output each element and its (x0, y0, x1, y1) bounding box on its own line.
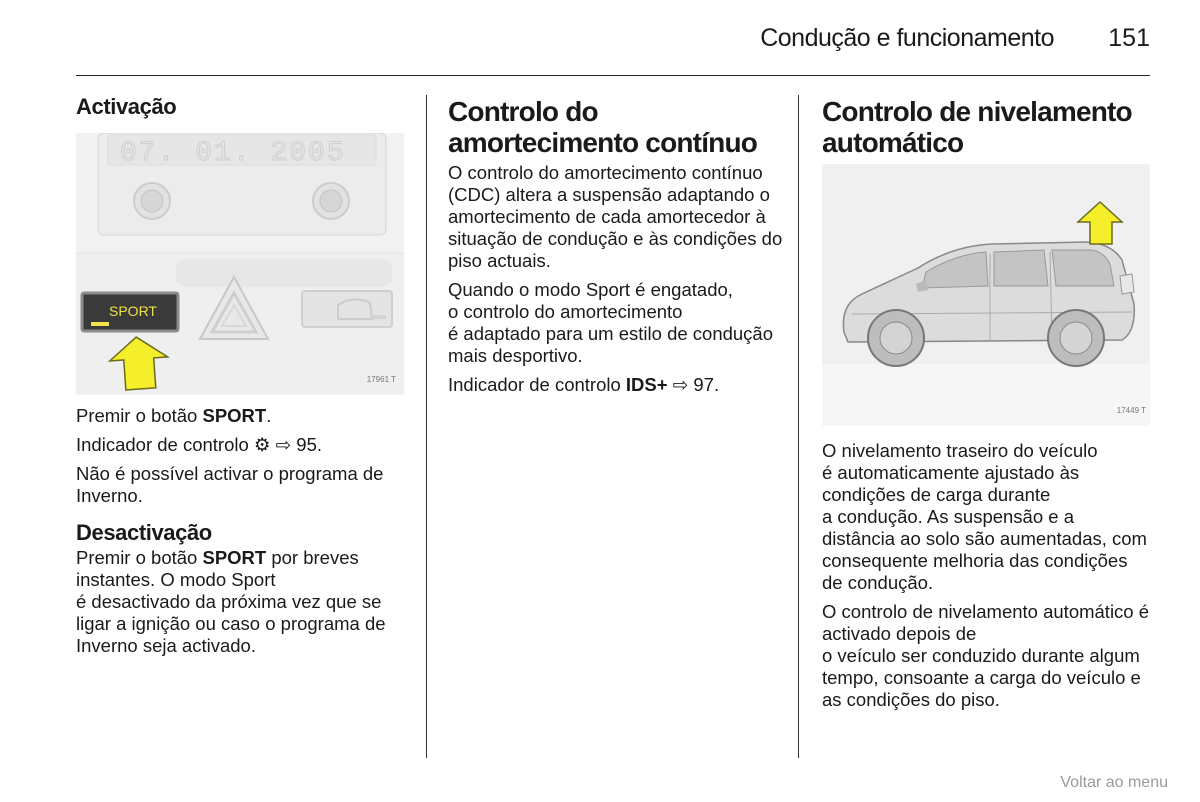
paragraph: Premir o botão SPORT por breves instantes. O modo Sport é desactivado da próxima vez que se ligar a ignição ou caso o programa de Inverno seja activado. (76, 547, 386, 656)
paragraph: Quando o modo Sport é engatado, o controlo do amortecimento é adaptado para um estilo de condução mais desportivo. (448, 279, 774, 366)
figure-code: 17449 T (1116, 406, 1146, 415)
back-to-menu-link[interactable]: Voltar ao menu (1060, 774, 1168, 791)
column-cdc (448, 93, 783, 403)
car-leveling-figure (822, 164, 1150, 426)
heading-deactivation: Desactivação (76, 520, 212, 545)
figure-code: 17961 T (366, 375, 396, 384)
sport-button-figure (76, 133, 404, 395)
paragraph: Indicador de controlo IDS+ ⇨ 97. (448, 374, 720, 395)
header-divider (76, 75, 1150, 76)
paragraph: O nivelamento traseiro do veículo é automaticamente ajustado às condições de carga durante a condução. As suspensão e a distância ao solo são aumentadas, com consequente melhoria das condições de condução. (822, 440, 1147, 593)
paragraph: O controlo do amortecimento contínuo (CDC) altera a suspensão adaptando o amortecimento de cada amortecedor à situação de condução e às condições do piso actuais. (448, 162, 783, 271)
dashboard-illustration (76, 133, 404, 395)
column-divider (426, 95, 427, 758)
paragraph: Não é possível activar o programa de Inverno. (76, 463, 384, 506)
paragraph: Premir o botão SPORT. (76, 405, 272, 426)
column-activation (76, 93, 411, 664)
sport-button-label: SPORT (109, 303, 157, 319)
column-leveling (822, 93, 1152, 718)
page-reference-arrow-icon: ⇨ (275, 434, 292, 455)
heading-leveling: Controlo de nivelamento automático (822, 96, 1132, 158)
paragraph: Indicador de controlo ⚙ ⇨ 95. (76, 434, 323, 455)
section-title: Condução e funcionamento (760, 24, 1054, 52)
page-reference-arrow-icon: ⇨ (672, 374, 689, 395)
heading-cdc: Controlo do amortecimento contínuo (448, 96, 758, 158)
page-number: 151 (1108, 24, 1150, 52)
display-digits: 07. 01. 2005 (120, 138, 346, 169)
heading-activation: Activação (76, 94, 177, 119)
column-divider (798, 95, 799, 758)
control-indicator-icon: ⚙ (253, 434, 271, 455)
paragraph: O controlo de nivelamento automático é activado depois de o veículo ser conduzido durante algum tempo, consoante a carga do veículo e as condições do piso. (822, 601, 1150, 710)
car-illustration (822, 164, 1150, 426)
